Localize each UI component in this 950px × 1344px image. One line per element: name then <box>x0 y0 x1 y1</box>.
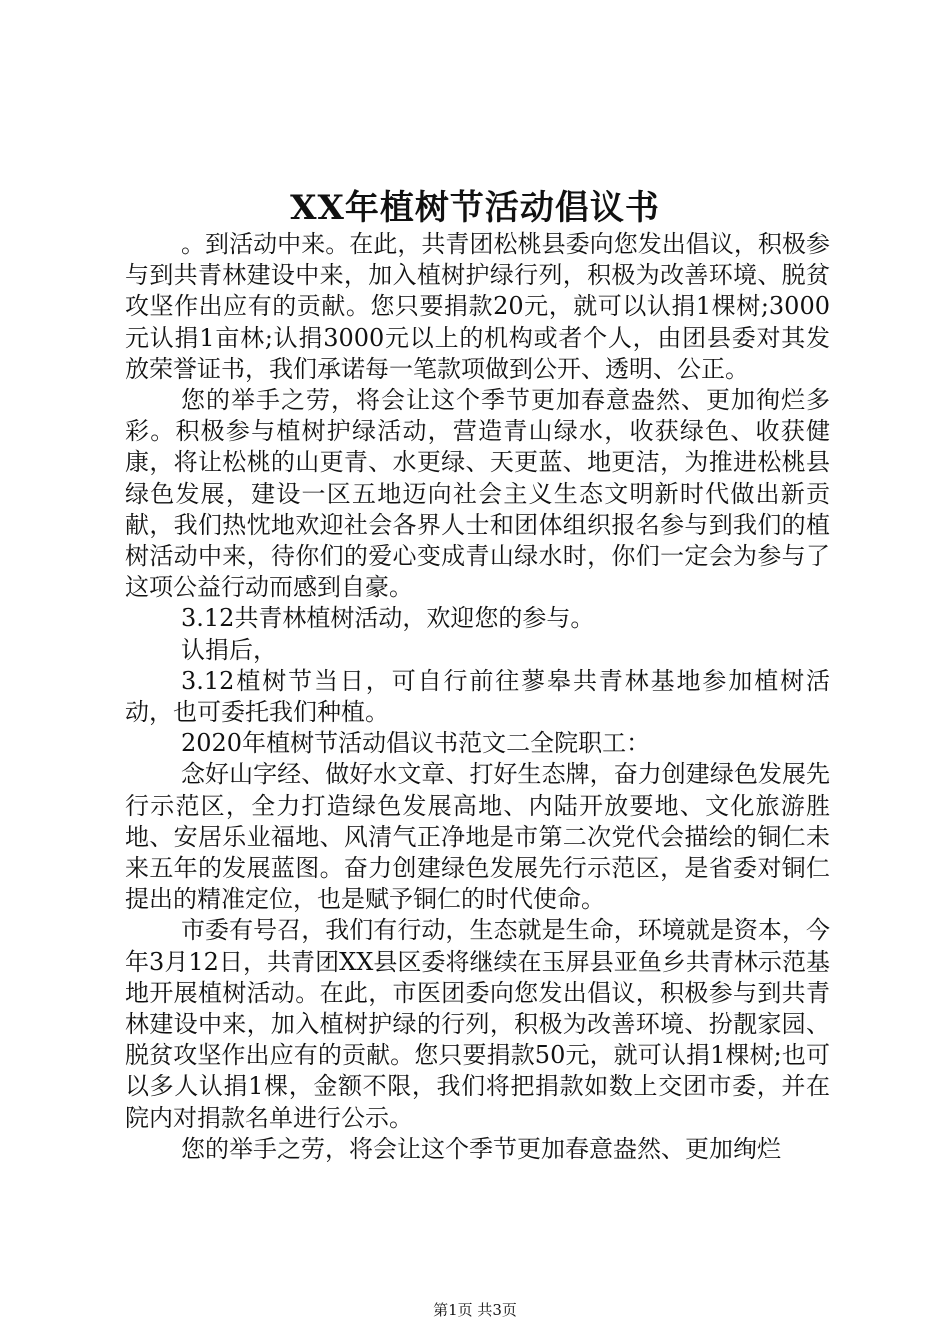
paragraph: 。到活动中来。在此，共青团松桃县委向您发出倡议，积极参与到共青林建设中来，加入植树护绿行列，积极为改善环境、脱贫攻坚作出应有的贡献。您只要捐款20元，就可以认捐1棵树;3000元认捐1亩林;认捐3000元以上的机构或者个人，由团县委对其发放荣誉证书，我们承诺每一笔款项做到公开、透明、公正。 <box>125 230 830 383</box>
paragraph: 3.12植树节当日，可自行前往蓼皋共青林基地参加植树活动，也可委托我们种植。 <box>125 666 830 727</box>
paragraph: 市委有号召，我们有行动，生态就是生命，环境就是资本，今年3月12日，共青团XX县区委将继续在玉屏县亚鱼乡共青林示范基地开展植树活动。在此，市医团委向您发出倡议，积极参与到共青林建设中来，加入植树护绿的行列，积极为改善环境、扮靓家园、脱贫攻坚作出应有的贡献。您只要捐款50元，就可认捐1棵树;也可以多人认捐1棵，金额不限，我们将把捐款如数上交团市委，并在院内对捐款名单进行公示。 <box>125 916 830 1132</box>
page-footer: 第1页 共3页 <box>433 1301 517 1319</box>
document-body <box>125 229 830 1165</box>
paragraph: 您的举手之劳，将会让这个季节更加春意盎然、更加徇烂多彩。积极参与植树护绿活动，营造青山绿水，收获绿色、收获健康，将让松桃的山更青、水更绿、天更蓝、地更洁，为推进松桃县绿色发展，建设一区五地迈向社会主义生态文明新时代做出新贡献，我们热忱地欢迎社会各界人士和团体组织报名参与到我们的植树活动中来，待你们的爱心变成青山绿水时，你们一定会为参与了这项公益行动而感到自豪。 <box>125 386 830 602</box>
paragraph: 念好山字经、做好水文章、打好生态牌，奋力创建绿色发展先行示范区，全力打造绿色发展高地、内陆开放要地、文化旅游胜地、安居乐业福地、风清气正净地是市第二次党代会描绘的铜仁未来五年的发展蓝图。奋力创建绿色发展先行示范区，是省委对铜仁提出的精准定位，也是赋予铜仁的时代使命。 <box>125 760 830 914</box>
paragraph: 您的举手之劳，将会让这个季节更加春意盎然、更加绚烂 <box>181 1134 781 1163</box>
paragraph: 2020年植树节活动倡议书范文二全院职工： <box>181 729 651 758</box>
document-title: XX年植树节活动倡议书 <box>290 188 660 228</box>
paragraph: 3.12共青林植树活动，欢迎您的参与。 <box>181 604 595 633</box>
paragraph: 认捐后， <box>181 635 277 664</box>
